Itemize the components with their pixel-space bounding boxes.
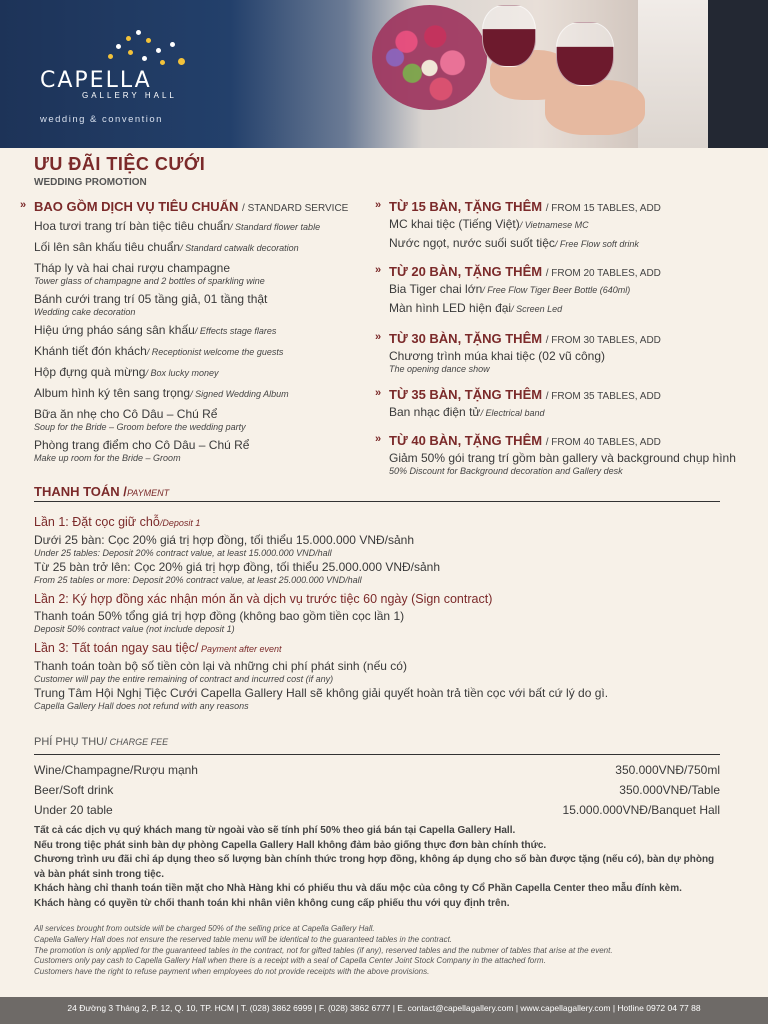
wine-glass-image	[482, 5, 536, 67]
payment-line-en: From 25 tables or more: Deposit 20% contract value, at least 25.000.000 VND/hall	[34, 575, 362, 585]
payment-line-en: Under 25 tables: Deposit 20% contract value, at least 15.000.000 VND/hall	[34, 548, 332, 558]
item-en-below: Soup for the Bride – Groom before the wedding party	[34, 422, 246, 432]
note-en: The promotion is only applied for the guaranteed tables in the contract, not for gifted tables (if any), reserved tables and the nubmer of tables that arise at the event.	[34, 945, 613, 955]
wine-glass-image	[556, 22, 614, 86]
notes-english	[34, 924, 724, 978]
fee-row	[34, 760, 720, 780]
item-vi: MC khai tiệc (Tiếng Việt)/ Vietnamese MC	[389, 217, 589, 231]
logo-name: CAPELLA	[40, 68, 152, 93]
tier-block	[375, 264, 749, 317]
note-en: All services brought from outside will be charged 50% of the selling price at Capella Gallery Hall.	[34, 924, 375, 933]
payment-line-en: Customer will pay the entire remaining of contract and incurred cost (if any)	[34, 674, 334, 684]
tier-heading-en: / FROM 40 TABLES, ADD	[545, 437, 661, 448]
list-item	[34, 364, 379, 381]
list-item	[34, 322, 379, 339]
tier-heading	[375, 387, 749, 402]
bullet-icon: »	[375, 264, 382, 276]
tier-block	[375, 199, 749, 252]
payment-section	[34, 514, 734, 712]
payment-step-1	[34, 514, 734, 532]
standard-service-column	[20, 199, 382, 464]
tier-block	[375, 387, 749, 421]
note-vi: Chương trình ưu đãi chỉ áp dụng theo số lượng bàn chính thức trong hợp đồng, không áp dụng cho số bàn được tặng (nếu có), bàn dự phòng và bàn phát sinh trong tiệc.	[34, 854, 715, 880]
item-vi: Hoa tươi trang trí bàn tiệc tiêu chuẩn/ Standard flower table	[34, 219, 321, 233]
list-item	[34, 437, 379, 464]
payment-line-vi: Dưới 25 bàn: Cọc 20% giá trị hợp đồng, tối thiểu 15.000.000 VNĐ/sảnh	[34, 533, 415, 547]
step-en: /Deposit 1	[159, 518, 201, 528]
item-en: / Receptionist welcome the guests	[146, 347, 284, 357]
bullet-icon: »	[375, 433, 382, 445]
item-en: / Signed Wedding Album	[190, 389, 289, 399]
step-en: Payment after event	[198, 644, 282, 654]
heading-vi: BAO GỒM DỊCH VỤ TIÊU CHUẨN	[34, 199, 239, 214]
list-item	[389, 300, 749, 317]
fee-name: Under 20 table	[34, 803, 113, 817]
item-vi: Hiệu ứng pháo sáng sân khấu/ Effects stage flares	[34, 323, 277, 337]
payment-step-2	[34, 591, 734, 608]
payment-step-3-lines	[34, 658, 734, 712]
note-en: Customers only pay cash to Capella Gallery Hall when there is a receipt with a seal of Capella Center Joint Stock Company in the attached form.	[34, 956, 546, 966]
fee-name: Beer/Soft drink	[34, 783, 114, 797]
item-en-below: Wedding cake decoration	[34, 307, 136, 317]
payment-line-en: Deposit 50% contract value (not include deposit 1)	[34, 624, 235, 634]
bouquet-image	[372, 5, 487, 110]
list-item	[34, 218, 379, 235]
logo-tagline: wedding & convention	[40, 114, 163, 125]
tier-heading-en: / FROM 30 TABLES, ADD	[545, 335, 661, 346]
payment-line-vi: Từ 25 bàn trở lên: Cọc 20% giá trị hợp đồng, tối thiểu 25.000.000 VNĐ/sảnh	[34, 560, 441, 574]
standard-service-heading	[20, 199, 382, 214]
logo-subname: GALLERY HALL	[82, 91, 177, 100]
tier-heading	[375, 433, 749, 448]
table-tiers-column	[375, 199, 749, 477]
payment-step-1-lines	[34, 532, 734, 586]
payment-heading-en: PAYMENT	[126, 488, 170, 498]
header-banner	[0, 0, 768, 148]
tier-heading-vi: TỪ 30 BÀN, TẶNG THÊM	[389, 331, 546, 346]
note-vi: Khách hàng có quyền từ chối thanh toán khi nhân viên không cung cấp phiếu thu với quy định trên.	[34, 897, 510, 909]
tier-heading	[375, 199, 749, 214]
fee-price: 15.000.000VNĐ/Banquet Hall	[562, 803, 720, 817]
step-text: : Tất toán ngay sau tiệc/	[65, 641, 199, 655]
bullet-icon: »	[375, 199, 382, 211]
item-vi: Tháp ly và hai chai rượu champagne	[34, 261, 231, 275]
item-vi: Phòng trang điểm cho Cô Dâu – Chú Rể	[34, 438, 250, 452]
list-item	[389, 450, 749, 477]
step-label: Lần 1	[34, 515, 66, 529]
page-title: ƯU ĐÃI TIỆC CƯỚI	[34, 154, 206, 174]
list-item	[34, 291, 379, 318]
charge-fee-table	[34, 760, 720, 820]
item-en: / Screen Led	[511, 304, 563, 314]
payment-line-vi: Thanh toán 50% tổng giá trị hợp đồng (không bao gồm tiền cọc lần 1)	[34, 609, 405, 623]
step-label: Lần 3	[34, 641, 66, 655]
item-en: / Standard flower table	[230, 222, 321, 232]
tier-heading	[375, 331, 749, 346]
item-vi: Nước ngọt, nước suối suốt tiệc/ Free Flow soft drink	[389, 236, 639, 250]
item-vi: Bữa ăn nhẹ cho Cô Dâu – Chú Rể	[34, 407, 218, 421]
payment-step-3	[34, 640, 734, 658]
list-item	[34, 239, 379, 256]
tier-heading-en: / FROM 20 TABLES, ADD	[545, 268, 661, 279]
tier-heading-vi: TỪ 35 BÀN, TẶNG THÊM	[389, 387, 546, 402]
bullet-icon: »	[20, 199, 27, 211]
list-item	[34, 406, 379, 433]
item-en: / Free Flow soft drink	[554, 239, 639, 249]
item-en-below: Make up room for the Bride – Groom	[34, 453, 181, 463]
fee-price: 350.000VNĐ/Table	[619, 783, 720, 797]
hand-image	[545, 80, 645, 135]
note-en: Capella Gallery Hall does not ensure the reserved table menu will be identical to the guaranteed tables in the contract.	[34, 934, 453, 944]
list-item	[34, 260, 382, 287]
item-en: / Free Flow Tiger Beer Bottle (640ml)	[482, 285, 631, 295]
item-vi: Album hình ký tên sang trọng/ Signed Wedding Album	[34, 386, 289, 400]
tier-block	[375, 331, 749, 375]
list-item	[389, 216, 749, 233]
step-text: : Đặt cọc giữ chỗ	[65, 515, 160, 529]
item-vi: Khánh tiết đón khách/ Receptionist welcome the guests	[34, 344, 284, 358]
page-subtitle: WEDDING PROMOTION	[34, 177, 147, 188]
list-item	[34, 343, 379, 360]
item-en-below: 50% Discount for Background decoration and Gallery desk	[389, 466, 623, 476]
groom-suit-image	[708, 0, 768, 148]
step-text: : Ký hợp đồng xác nhận món ăn và dịch vụ trước tiệc 60 ngày (Sign contract)	[65, 592, 493, 606]
step-label: Lần 2	[34, 592, 66, 606]
item-vi: Bia Tiger chai lớn/ Free Flow Tiger Beer Bottle (640ml)	[389, 282, 631, 296]
heading-en: / STANDARD SERVICE	[242, 203, 349, 214]
fee-heading-vi: PHÍ PHỤ THU/	[34, 736, 108, 748]
payment-heading	[34, 484, 720, 502]
notes-vietnamese	[34, 824, 724, 911]
item-en-below: The opening dance show	[389, 364, 490, 374]
charge-fee-heading	[34, 736, 720, 755]
logo-dots-icon	[98, 28, 188, 68]
fee-row	[34, 800, 720, 820]
item-vi: Lối lên sân khấu tiêu chuẩn/ Standard catwalk decoration	[34, 240, 299, 254]
list-item	[389, 348, 749, 375]
list-item	[389, 281, 749, 298]
note-vi: Khách hàng chỉ thanh toán tiền mặt cho Nhà Hàng khi có phiếu thu và dấu mộc của công ty Cổ Phần Capella Center theo mẫu đính kèm.	[34, 883, 682, 894]
bullet-icon: »	[375, 331, 382, 343]
tier-heading	[375, 264, 749, 279]
fee-name: Wine/Champagne/Rượu mạnh	[34, 763, 198, 777]
list-item	[389, 404, 749, 421]
item-vi: Giảm 50% gói trang trí gồm bàn gallery và background chụp hình	[389, 451, 736, 465]
payment-step-2-lines	[34, 608, 734, 635]
list-item	[389, 235, 749, 252]
item-en: / Effects stage flares	[194, 326, 277, 336]
item-en: / Box lucky money	[145, 368, 219, 378]
note-vi: Tất cả các dịch vụ quý khách mang từ ngoài vào sẽ tính phí 50% theo giá bán tại Capella Gallery Hall.	[34, 825, 516, 836]
payment-line-vi: Trung Tâm Hội Nghị Tiệc Cưới Capella Gallery Hall sẽ không giải quyết hoàn trả tiền cọc với bất cứ lý do gì.	[34, 686, 609, 700]
tier-heading-vi: TỪ 20 BÀN, TẶNG THÊM	[389, 264, 546, 279]
tier-block	[375, 433, 749, 477]
fee-row	[34, 780, 720, 800]
fee-heading-en: CHARGE FEE	[107, 737, 169, 747]
payment-heading-vi: THANH TOÁN /	[34, 484, 127, 499]
fee-price: 350.000VNĐ/750ml	[615, 763, 720, 777]
item-vi: Ban nhạc điện tử/ Electrical band	[389, 405, 545, 419]
tier-heading-en: / FROM 35 TABLES, ADD	[545, 391, 661, 402]
item-vi: Màn hình LED hiện đại/ Screen Led	[389, 301, 563, 315]
bullet-icon: »	[375, 387, 382, 399]
tier-heading-vi: TỪ 15 BÀN, TẶNG THÊM	[389, 199, 546, 214]
payment-line-vi: Thanh toán toàn bộ số tiền còn lại và những chi phí phát sinh (nếu có)	[34, 659, 407, 673]
item-en: / Electrical band	[480, 408, 545, 418]
note-vi: Nếu trong tiệc phát sinh bàn dự phòng Capella Gallery Hall không đảm bảo giống thực đơn bàn chính thức.	[34, 839, 547, 851]
standard-service-list	[34, 218, 382, 464]
tier-heading-vi: TỪ 40 BÀN, TẶNG THÊM	[389, 433, 546, 448]
capella-logo	[40, 28, 200, 125]
item-vi: Bánh cưới trang trí 05 tầng giả, 01 tầng thật	[34, 292, 268, 306]
item-vi: Chương trình múa khai tiệc (02 vũ công)	[389, 349, 606, 363]
item-en: / Vietnamese MC	[519, 220, 589, 230]
main-content	[20, 154, 736, 977]
item-en-below: Tower glass of champagne and 2 bottles of sparkling wine	[34, 276, 265, 286]
item-vi: Hộp đựng quà mừng/ Box lucky money	[34, 365, 219, 379]
footer-contact: 24 Đường 3 Tháng 2, P. 12, Q. 10, TP. HCM | T. (028) 3862 6999 | F. (028) 3862 6777 | E. contact@capellagallery.com | www.capellagallery.com | Hotline 0972 04 77 88	[0, 997, 768, 1024]
tier-heading-en: / FROM 15 TABLES, ADD	[545, 203, 661, 214]
item-en: / Standard catwalk decoration	[180, 243, 299, 253]
payment-line-en: Capella Gallery Hall does not refund with any reasons	[34, 701, 249, 711]
list-item	[34, 385, 382, 402]
note-en: Customers have the right to refuse payment when employees do not provide receipts with the above provisions.	[34, 967, 430, 977]
